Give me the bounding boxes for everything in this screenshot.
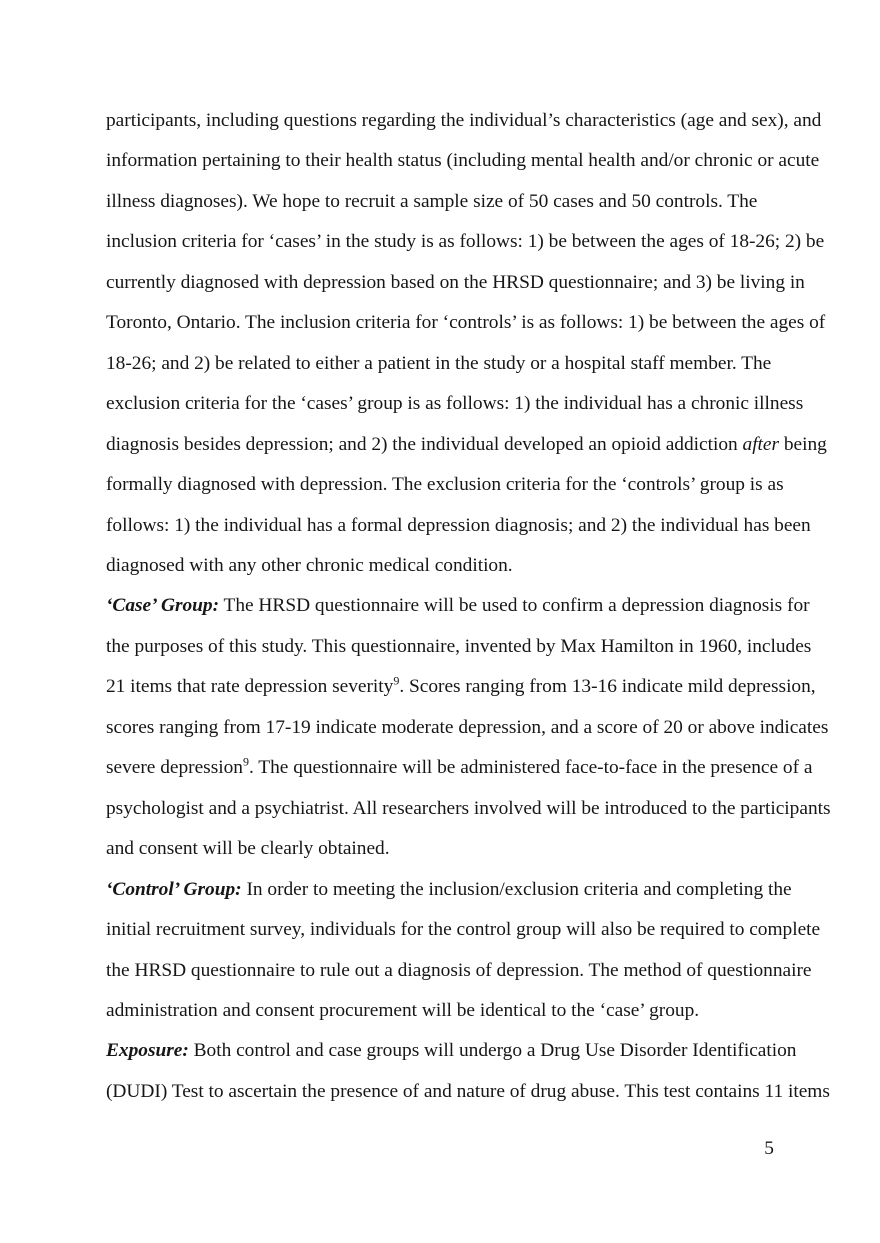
body-line	[106, 182, 774, 222]
body-line	[106, 708, 829, 748]
body-line	[106, 829, 774, 869]
line-text: The HRSD questionnaire will be used to confirm a depression diagnosis for	[219, 595, 810, 617]
line-text: In order to meeting the inclusion/exclusion criteria and completing the	[241, 878, 792, 900]
body-line	[106, 586, 810, 626]
line-text: scores ranging from 17-19 indicate moderate depression, and a score of 20 or above indicates	[106, 716, 829, 738]
page-number: 5	[764, 1138, 774, 1159]
line-text: exclusion criteria for the ‘cases’ group is as follows: 1) the individual has a chronic illness	[106, 393, 804, 415]
body-line	[106, 344, 774, 384]
body-line	[106, 789, 831, 829]
body-line	[106, 627, 812, 667]
body-line	[106, 546, 774, 586]
body-line	[106, 101, 822, 141]
line-text: 18-26; and 2) be related to either a patient in the study or a hospital staff member. The	[106, 352, 772, 374]
line-text: Toronto, Ontario. The inclusion criteria for ‘controls’ is as follows: 1) be between the ages of	[106, 312, 826, 334]
body-line	[106, 870, 792, 910]
line-text: administration and consent procurement will be identical to the ‘case’ group.	[106, 999, 700, 1021]
line-text: diagnosis besides depression; and 2) the individual developed an opioid addiction	[106, 433, 743, 455]
heading-case-group: ‘Case’ Group:	[106, 595, 220, 617]
heading-exposure: Exposure:	[106, 1040, 189, 1062]
body-line	[106, 425, 827, 465]
line-text: being	[779, 433, 827, 455]
line-text: the purposes of this study. This questionnaire, invented by Max Hamilton in 1960, includes	[106, 635, 812, 657]
line-text: . The questionnaire will be administered face-to-face in the presence of a	[248, 757, 813, 779]
body-line	[106, 303, 826, 343]
line-text: the HRSD questionnaire to rule out a diagnosis of depression. The method of questionnaire	[106, 959, 812, 981]
line-text: Both control and case groups will undergo a Drug Use Disorder Identification	[188, 1040, 797, 1062]
line-text: diagnosed with any other chronic medical condition.	[106, 554, 513, 576]
line-text: participants, including questions regarding the individual’s characteristics (age and sex), and	[106, 110, 822, 131]
body-line	[106, 263, 805, 303]
line-text: follows: 1) the individual has a formal depression diagnosis; and 2) the individual has been	[106, 514, 811, 536]
body-line	[106, 506, 811, 546]
line-text: information pertaining to their health status (including mental health and/or chronic or acute	[106, 150, 820, 172]
line-text: initial recruitment survey, individuals for the control group will also be required to complete	[106, 919, 821, 941]
body-line	[106, 991, 774, 1031]
line-text: illness diagnoses). We hope to recruit a sample size of 50 cases and 50 controls. The	[106, 190, 758, 212]
heading-control-group: ‘Control’ Group:	[106, 878, 242, 900]
emphasis-after: after	[742, 433, 780, 455]
body-line	[106, 910, 821, 950]
body-line	[106, 222, 825, 262]
citation-marker: 9	[242, 754, 249, 769]
body-line	[106, 384, 804, 424]
document-body	[106, 101, 831, 1112]
line-text: inclusion criteria for ‘cases’ in the study is as follows: 1) be between the ages of 18-26; 2) be	[106, 231, 825, 253]
line-text: 21 items that rate depression severity	[106, 676, 394, 698]
line-text: severe depression	[106, 757, 243, 779]
line-text: . Scores ranging from 13-16 indicate mild depression,	[399, 676, 816, 698]
body-line	[106, 465, 784, 505]
line-text: and consent will be clearly obtained.	[106, 838, 390, 860]
body-line	[106, 141, 820, 181]
line-text: (DUDI) Test to ascertain the presence of and nature of drug abuse. This test contains 11 items	[106, 1080, 830, 1102]
citation-marker: 9	[393, 673, 400, 688]
body-line	[106, 1072, 830, 1112]
body-line	[106, 667, 816, 707]
body-line	[106, 951, 812, 991]
body-line	[106, 1031, 797, 1071]
line-text: psychologist and a psychiatrist. All researchers involved will be introduced to the participants	[106, 797, 831, 819]
body-line	[106, 748, 813, 788]
line-text: formally diagnosed with depression. The exclusion criteria for the ‘controls’ group is as	[106, 474, 784, 496]
line-text: currently diagnosed with depression based on the HRSD questionnaire; and 3) be living in	[106, 271, 805, 293]
